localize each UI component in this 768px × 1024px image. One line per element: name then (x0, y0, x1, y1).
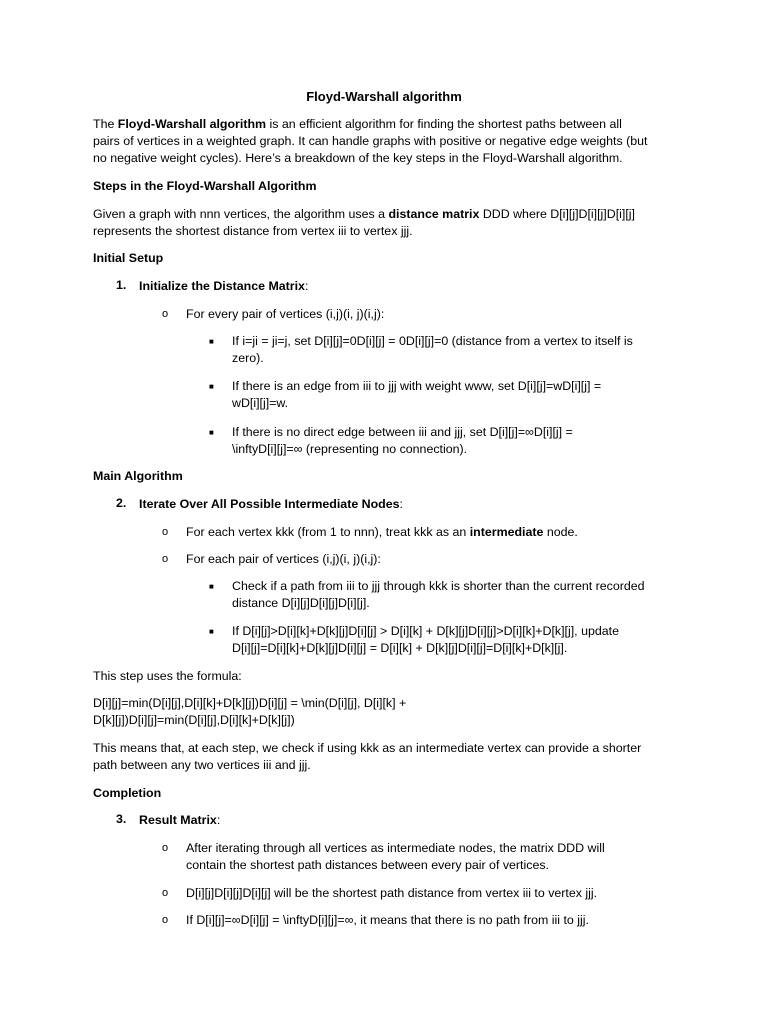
circle-bullet-icon: o (162, 887, 169, 899)
step-1-number: 1. (116, 278, 127, 292)
step-1-label: Initialize the Distance Matrix: (139, 279, 309, 293)
step-1-bullet-1-line-2: zero). (232, 351, 264, 365)
step-1-sub: For every pair of vertices (i,j)(i, j)(i,j): (186, 307, 385, 321)
step-3-sub-2: D[i][j]D[i][j]D[i][j] will be the shortest path distance from vertex iii to vertex jjj. (186, 886, 598, 900)
square-bullet-icon: ■ (209, 627, 214, 636)
square-bullet-icon: ■ (209, 337, 214, 346)
circle-bullet-icon: o (162, 914, 169, 926)
step-2-sub-1: For each vertex kkk (from 1 to nnn), treat kkk as an intermediate node. (186, 525, 578, 539)
step-1-bullet-1-line-1: If i=ji = ji=j, set D[i][j]=0D[i][j] = 0D[i][j]=0 (distance from a vertex to itself is (232, 334, 633, 348)
intro-line-3: no negative weight cycles). Here’s a breakdown of the key steps in the Floyd-Warshall algorithm. (93, 151, 623, 165)
step-3-sub-1-line-2: contain the shortest path distances between every pair of vertices. (186, 858, 549, 872)
given-line-1: Given a graph with nnn vertices, the algorithm uses a distance matrix DDD where D[i][j]D[i][j]D[i][j] (93, 207, 635, 221)
step-2-label: Iterate Over All Possible Intermediate Nodes: (139, 497, 403, 511)
means-line-2: path between any two vertices iii and jjj. (93, 758, 311, 772)
step-2-bullet-1-line-2: distance D[i][j]D[i][j]D[i][j]. (232, 596, 370, 610)
step-3-label: Result Matrix: (139, 813, 221, 827)
step-2-bullet-2-line-2: D[i][j]=D[i][k]+D[k][j]D[i][j] = D[i][k] + D[k][j]D[i][j]=D[i][k]+D[k][j]. (232, 641, 568, 655)
step-1-bullet-3-line-1: If there is no direct edge between iii and jjj, set D[i][j]=∞D[i][j] = (232, 425, 573, 439)
step-1-bullet-2-line-2: wD[i][j]=w. (232, 396, 289, 410)
initial-setup-heading: Initial Setup (93, 251, 164, 265)
square-bullet-icon: ■ (209, 382, 214, 391)
main-algorithm-heading: Main Algorithm (93, 469, 183, 483)
step-2-number: 2. (116, 496, 127, 510)
step-3-sub-3: If D[i][j]=∞D[i][j] = \inftyD[i][j]=∞, it means that there is no path from iii to jjj. (186, 913, 589, 927)
circle-bullet-icon: o (162, 553, 169, 565)
given-line-2: represents the shortest distance from vertex iii to vertex jjj. (93, 224, 413, 238)
step-3-sub-1-line-1: After iterating through all vertices as intermediate nodes, the matrix DDD will (186, 841, 605, 855)
document-title: Floyd-Warshall algorithm (306, 89, 462, 104)
formula-intro: This step uses the formula: (93, 669, 242, 683)
step-3-number: 3. (116, 812, 127, 826)
step-1-bullet-3-line-2: \inftyD[i][j]=∞ (representing no connection). (232, 442, 468, 456)
square-bullet-icon: ■ (209, 582, 214, 591)
formula-line-1: D[i][j]=min⁡(D[i][j],D[i][k]+D[k][j])D[i][j] = \min(D[i][j], D[i][k] + (93, 696, 407, 710)
completion-heading: Completion (93, 786, 162, 800)
circle-bullet-icon: o (162, 842, 169, 854)
steps-heading: Steps in the Floyd-Warshall Algorithm (93, 179, 317, 193)
circle-bullet-icon: o (162, 308, 169, 320)
square-bullet-icon: ■ (209, 428, 214, 437)
step-2-sub-2: For each pair of vertices (i,j)(i, j)(i,j): (186, 552, 381, 566)
step-2-bullet-1-line-1: Check if a path from iii to jjj through kkk is shorter than the current recorded (232, 579, 645, 593)
step-1-bullet-2-line-1: If there is an edge from iii to jjj with weight www, set D[i][j]=wD[i][j] = (232, 379, 602, 393)
step-2-bullet-2-line-1: If D[i][j]>D[i][k]+D[k][j]D[i][j] > D[i][k] + D[k][j]D[i][j]>D[i][k]+D[k][j], update (232, 624, 619, 638)
formula-line-2: D[k][j])D[i][j]=min(D[i][j],D[i][k]+D[k][j]) (93, 713, 295, 727)
intro-line-1: The Floyd-Warshall algorithm is an efficient algorithm for finding the shortest paths between all (93, 117, 622, 131)
means-line-1: This means that, at each step, we check if using kkk as an intermediate vertex can provide a shorter (93, 741, 642, 755)
circle-bullet-icon: o (162, 526, 169, 538)
intro-line-2: pairs of vertices in a weighted graph. It can handle graphs with positive or negative edge weights (but (93, 134, 648, 148)
